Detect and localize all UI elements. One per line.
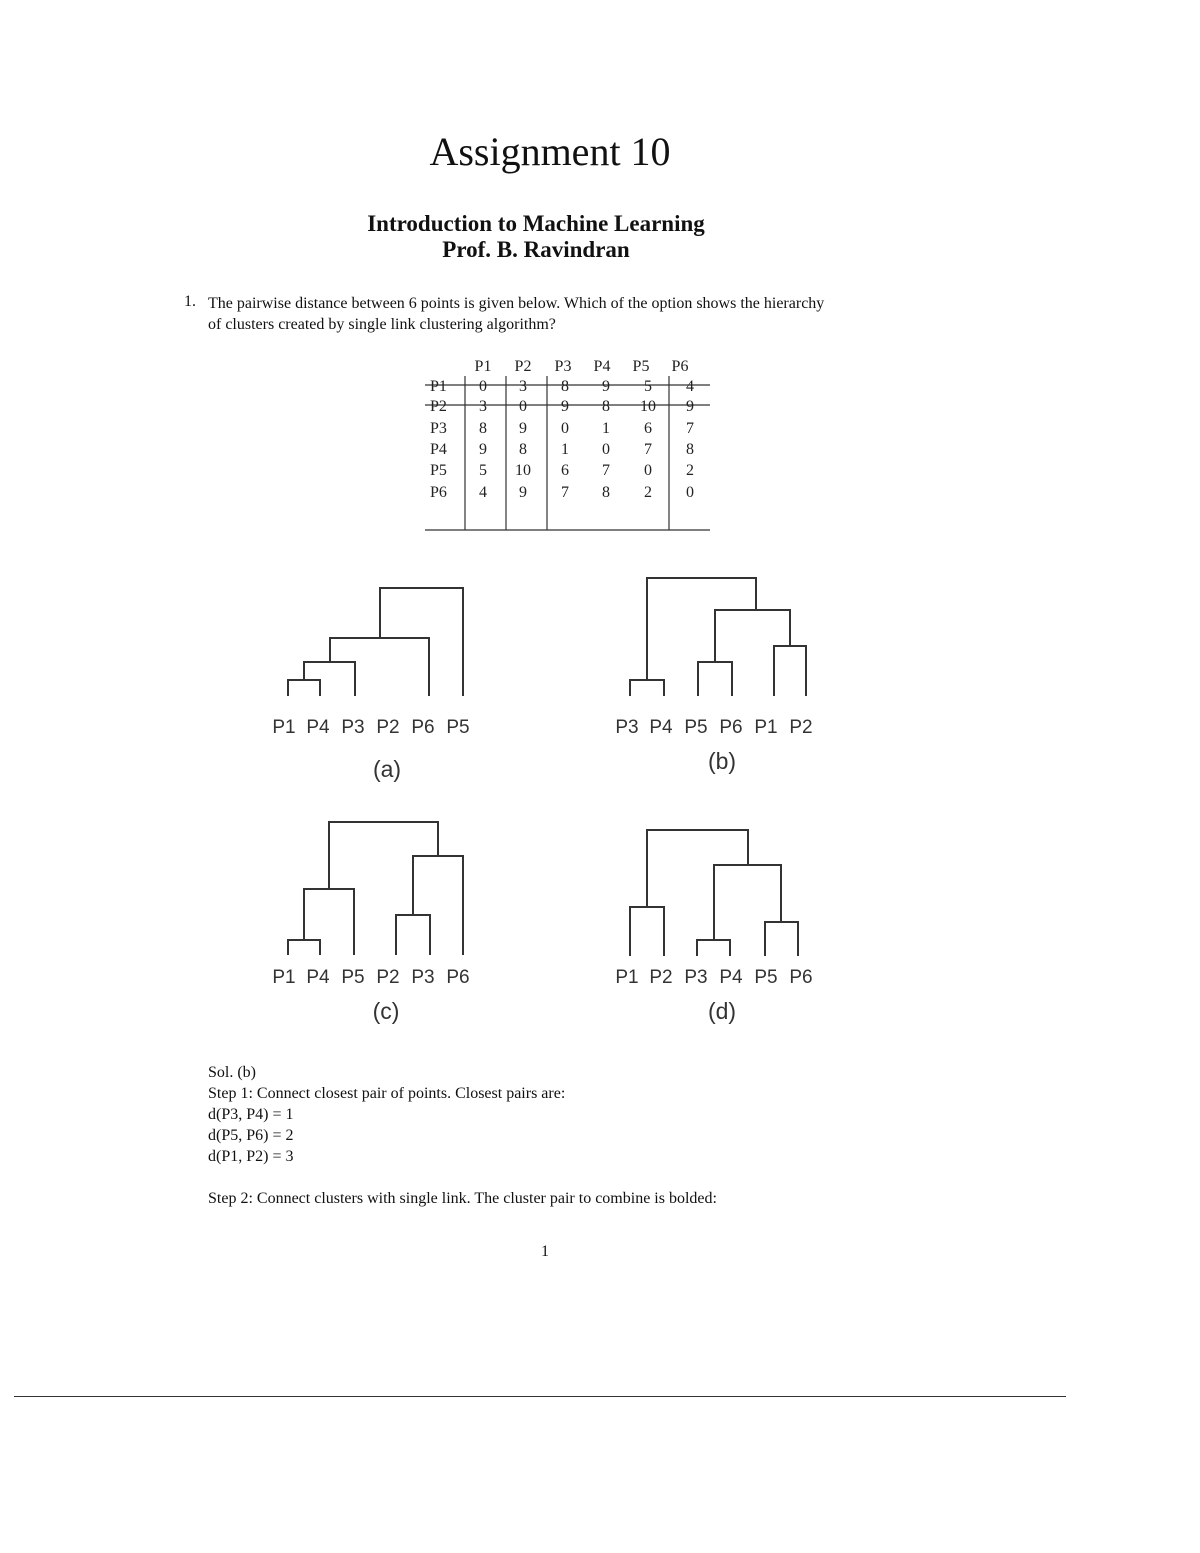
row-label: P3 — [430, 420, 447, 437]
page-divider — [14, 1396, 1066, 1397]
table-cell: 10 — [640, 398, 656, 415]
leaf-label: P3 — [341, 717, 365, 738]
dendrogram-branches — [630, 578, 806, 696]
course-name: Introduction to Machine Learning — [367, 211, 705, 236]
table-cell: 7 — [644, 441, 652, 458]
column-header-p3: P3 — [554, 358, 572, 375]
page-title: Assignment 10 — [429, 129, 671, 174]
table-row-p6 — [430, 484, 694, 501]
leaf-label: P1 — [272, 717, 296, 738]
leaf-label: P4 — [649, 717, 673, 738]
table-cell: 3 — [479, 398, 487, 415]
column-header-p1: P1 — [474, 358, 492, 375]
professor-name: Prof. B. Ravindran — [442, 237, 630, 262]
leaf-label: P5 — [684, 717, 708, 738]
leaf-label: P1 — [615, 967, 639, 988]
dendrogram-option-a — [262, 578, 492, 788]
solution-answer: Sol. (b) — [208, 1064, 256, 1081]
leaf-label: P5 — [754, 967, 778, 988]
solution-pair-3: d(P1, P2) = 3 — [208, 1148, 294, 1165]
table-cell: 7 — [602, 462, 610, 479]
row-label: P1 — [430, 378, 447, 395]
dendrogram-option-c — [262, 812, 492, 1027]
leaf-label: P3 — [615, 717, 639, 738]
table-cell: 9 — [686, 398, 694, 415]
dendrogram-branches — [630, 830, 798, 956]
table-row-p4 — [430, 441, 694, 458]
table-cell: 9 — [519, 420, 527, 437]
table-cell: 0 — [479, 378, 487, 395]
table-cell: 1 — [602, 420, 610, 437]
leaf-label: P1 — [754, 717, 778, 738]
question-text-line-1: The pairwise distance between 6 points is given below. Which of the option shows the hierarchy — [208, 295, 825, 312]
table-cell: 3 — [519, 378, 527, 395]
column-header-p2: P2 — [514, 358, 532, 375]
table-cell: 0 — [686, 484, 694, 501]
column-header-p5: P5 — [632, 358, 650, 375]
table-cell: 9 — [519, 484, 527, 501]
leaf-label: P5 — [446, 717, 470, 738]
column-header-p6: P6 — [671, 358, 689, 375]
option-caption: (c) — [372, 998, 400, 1024]
dendrogram-branches — [288, 822, 463, 955]
leaf-label: P4 — [719, 967, 743, 988]
table-cell: 8 — [602, 398, 610, 415]
table-cell: 7 — [561, 484, 569, 501]
question-number: 1. — [184, 293, 196, 310]
table-cell: 1 — [561, 441, 569, 458]
table-cell: 9 — [561, 398, 569, 415]
leaf-label: P2 — [376, 717, 400, 738]
distance-matrix-table — [424, 354, 714, 534]
solution-step-1: Step 1: Connect closest pair of points. Closest pairs are: — [208, 1085, 566, 1102]
table-cell: 8 — [519, 441, 527, 458]
table-cell: 10 — [515, 462, 531, 479]
solution-pair-1: d(P3, P4) = 1 — [208, 1106, 294, 1123]
row-label: P5 — [430, 462, 447, 479]
row-label: P2 — [430, 398, 447, 415]
dendrogram-option-b — [606, 570, 836, 780]
table-cell: 0 — [519, 398, 527, 415]
leaf-label: P2 — [789, 717, 813, 738]
table-cell: 8 — [602, 484, 610, 501]
table-cell: 9 — [479, 441, 487, 458]
leaf-label: P6 — [719, 717, 743, 738]
row-label: P6 — [430, 484, 447, 501]
table-cell: 0 — [602, 441, 610, 458]
dendrogram-branches — [288, 588, 463, 696]
spacer — [208, 1167, 1008, 1188]
option-caption: (b) — [707, 748, 737, 774]
solution-pair-2: d(P5, P6) = 2 — [208, 1127, 294, 1144]
table-cell: 4 — [686, 378, 694, 395]
dendrogram-option-d — [606, 820, 836, 1030]
table-cell: 7 — [686, 420, 694, 437]
page-number: 1 — [541, 1243, 549, 1260]
solution-step-2: Step 2: Connect clusters with single link. The cluster pair to combine is bolded: — [208, 1190, 717, 1207]
leaf-label: P2 — [649, 967, 673, 988]
table-cell: 9 — [602, 378, 610, 395]
leaf-label: P6 — [446, 967, 470, 988]
option-caption: (a) — [372, 756, 402, 782]
table-cell: 2 — [644, 484, 652, 501]
table-row-p1 — [430, 378, 694, 395]
table-row-p3 — [430, 420, 694, 437]
table-row-p2 — [430, 398, 694, 415]
leaf-label: P2 — [376, 967, 400, 988]
table-cell: 4 — [479, 484, 487, 501]
table-cell: 0 — [561, 420, 569, 437]
leaf-label: P1 — [272, 967, 296, 988]
table-cell: 2 — [686, 462, 694, 479]
question-text-line-2: of clusters created by single link clustering algorithm? — [208, 316, 556, 333]
table-cell: 0 — [644, 462, 652, 479]
leaf-label: P4 — [306, 967, 330, 988]
table-cell: 5 — [644, 378, 652, 395]
column-header-p4: P4 — [593, 358, 611, 375]
table-cell: 6 — [644, 420, 652, 437]
leaf-label: P5 — [341, 967, 365, 988]
table-cell: 5 — [479, 462, 487, 479]
leaf-label: P6 — [411, 717, 435, 738]
solution-block — [208, 1062, 1008, 1209]
leaf-label: P6 — [789, 967, 813, 988]
leaf-label: P3 — [411, 967, 435, 988]
table-row-p5 — [430, 462, 694, 479]
leaf-label: P4 — [306, 717, 330, 738]
option-caption: (d) — [707, 998, 737, 1024]
table-cell: 8 — [686, 441, 694, 458]
table-cell: 8 — [479, 420, 487, 437]
table-column-headers — [475, 358, 689, 375]
table-cell: 6 — [561, 462, 569, 479]
question-text — [208, 293, 908, 335]
row-label: P4 — [430, 441, 447, 458]
table-cell: 8 — [561, 378, 569, 395]
leaf-label: P3 — [684, 967, 708, 988]
